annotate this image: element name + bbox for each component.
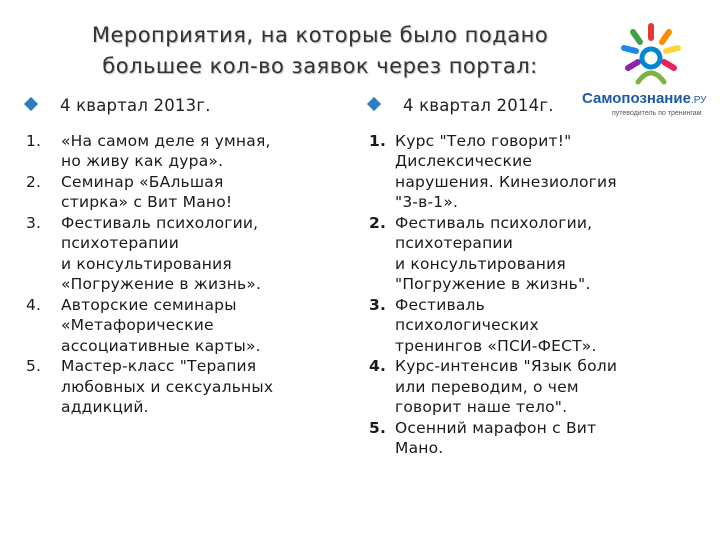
list-item-number: 1. xyxy=(26,131,42,150)
left-heading: 4 квартал 2013г. xyxy=(26,96,356,117)
list-item xyxy=(26,131,356,172)
list-item xyxy=(26,172,356,213)
title-line-1: Мероприятия, на которые было подано xyxy=(91,23,549,47)
list-item-line: психотерапии xyxy=(61,234,179,252)
left-column xyxy=(26,96,356,418)
list-item-line: любовных и сексуальных xyxy=(61,377,274,396)
list-item-line: и консультирования xyxy=(395,254,566,273)
logo-tagline: путеводитель по тренингам xyxy=(612,110,702,117)
list-item-line: «Метафорические xyxy=(61,316,214,334)
title-line-2: большее кол-во заявок через портал: xyxy=(102,54,538,78)
list-item-number: 5. xyxy=(26,357,42,375)
list-item-line: "Погружение в жизнь". xyxy=(395,275,591,293)
list-item-line: стирка» с Вит Мано! xyxy=(61,193,233,211)
list-item-number: 4. xyxy=(26,295,42,314)
list-item-line: нарушения. Кинезиология xyxy=(395,172,617,191)
right-column xyxy=(369,96,669,459)
list-item-line: "3-в-1». xyxy=(395,193,459,211)
list-item-number: 3. xyxy=(369,295,387,314)
list-item-line: аддикций. xyxy=(61,398,149,416)
list-item-line: Осенний марафон с Вит xyxy=(395,418,597,437)
page-title xyxy=(40,20,600,82)
list-item-number: 4. xyxy=(369,357,387,375)
left-event-list xyxy=(26,131,356,418)
right-event-list xyxy=(369,131,669,459)
list-item-line: Фестиваль xyxy=(395,295,485,314)
list-item-line: тренингов «ПСИ-ФЕСТ». xyxy=(395,336,597,355)
list-item xyxy=(369,418,669,459)
list-item-line: «На самом деле я умная, xyxy=(61,131,271,150)
list-item xyxy=(26,213,356,295)
sun-logo-icon xyxy=(616,20,686,86)
list-item-line: но живу как дура». xyxy=(61,152,224,170)
list-item-line: Авторские семинары xyxy=(61,295,237,314)
list-item xyxy=(369,356,669,418)
list-item-number: 5. xyxy=(369,418,387,437)
list-item-line: психотерапии xyxy=(395,234,513,252)
list-item-line: психологических xyxy=(395,316,539,334)
list-item-line: «Погружение в жизнь». xyxy=(61,275,262,293)
right-heading: 4 квартал 2014г. xyxy=(369,96,669,117)
list-item xyxy=(26,295,356,357)
list-item-number: 3. xyxy=(26,213,42,232)
list-item-line: Мастер-класс "Терапия xyxy=(61,357,257,375)
list-item-line: Дислексические xyxy=(395,152,533,170)
diamond-bullet-icon xyxy=(367,97,381,111)
list-item-number: 1. xyxy=(369,131,387,150)
list-item-line: Курс "Тело говорит!" xyxy=(395,131,572,150)
list-item-line: говорит наше тело". xyxy=(395,398,568,416)
list-item-number: 2. xyxy=(26,172,42,191)
list-item-line: ассоциативные карты». xyxy=(61,336,261,355)
list-item-line: Мано. xyxy=(395,439,444,457)
list-item xyxy=(26,356,356,418)
list-item-line: Курс-интенсив "Язык боли xyxy=(395,357,618,375)
list-item-line: и консультирования xyxy=(61,254,232,273)
logo-wordmark: Самопознание.РУ xyxy=(582,90,707,107)
list-item-line: Фестиваль психологии, xyxy=(395,213,593,232)
list-item-line: Фестиваль психологии, xyxy=(61,213,259,232)
list-item-number: 2. xyxy=(369,213,387,232)
list-item xyxy=(369,213,669,295)
list-item-line: Семинар «БАльшая xyxy=(61,172,224,191)
list-item xyxy=(369,131,669,213)
diamond-bullet-icon xyxy=(24,97,38,111)
list-item-line: или переводим, о чем xyxy=(395,377,579,396)
list-item xyxy=(369,295,669,357)
